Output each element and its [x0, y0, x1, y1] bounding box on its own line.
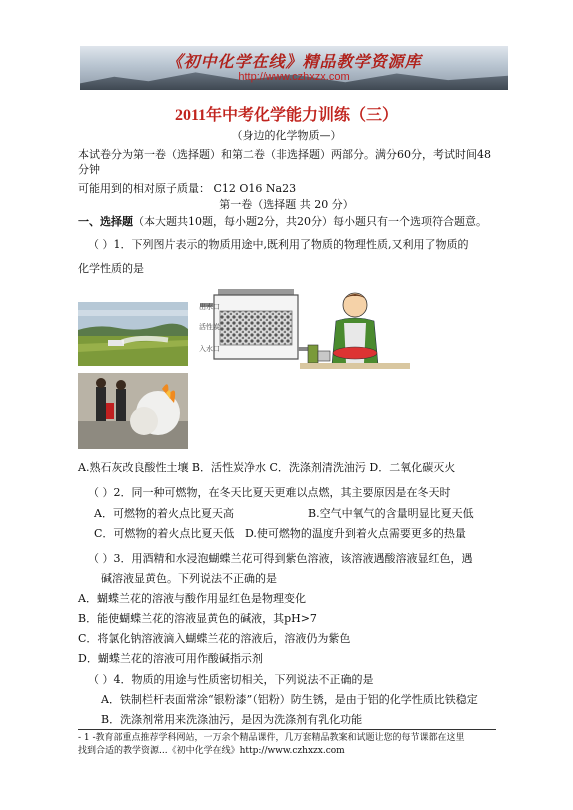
q4-option-b: B．洗涤剂常用来洗涤油污，是因为洗涤剂有乳化功能 [101, 713, 363, 726]
q3-stem-1: （ ）3．用酒精和水浸泡蝴蝶兰花可得到紫色溶液，该溶液遇酸溶液显红色，遇 [88, 552, 473, 565]
page-subtitle: （身边的化学物质—） [231, 129, 342, 142]
q4-stem: （ ）4．物质的用途与性质密切相关，下列说法不正确的是 [88, 673, 374, 686]
q3-stem-2: 碱溶液显黄色。下列说法不正确的是 [101, 572, 277, 585]
filter-label-outlet: 出水口 [199, 303, 220, 311]
q2-option-c: C．可燃物的着火点比夏天低 [94, 527, 235, 540]
dishwashing-illustration [300, 285, 410, 375]
q4-option-a: A．铁制栏杆表面常涂“银粉漆”（铝粉）防生锈，是由于铝的化学性质比铁稳定 [101, 693, 478, 706]
field-photo [78, 302, 188, 366]
q2-option-d: D.使可燃物的温度升到着火点需要更多的热量 [245, 527, 466, 540]
instruction-bold: 一、选择题 [78, 215, 133, 228]
intro-line-1: 本试卷分为第一卷（选择题）和第二卷（非选择题）两部分。满分60分，考试时间48 [78, 148, 491, 161]
section-instruction [78, 215, 487, 229]
footer-line-2: 找到合适的教学资源...《初中化学在线》http://www.czhxzx.com [78, 746, 345, 756]
q1-stem-1: （ ）1．下列图片表示的物质用途中,既利用了物质的物理性质,又利用了物质的 [88, 238, 469, 251]
q3-option-b: B．能使蝴蝶兰花的溶液显黄色的碱液，其pH>7 [78, 612, 317, 625]
q1-stem-2: 化学性质的是 [78, 262, 144, 275]
section-heading: 第一卷（选择题 共 20 分） [219, 198, 354, 211]
footer-line-1: - 1 -教育部重点推荐学科网站，一万余个精品课件，几万套精品教案和试题让您的每节课都在这里 [78, 733, 465, 743]
filter-label-inlet: 入水口 [199, 345, 220, 353]
q1-options: A.熟石灰改良酸性土壤 B．活性炭净水 C．洗涤剂清洗油污 D．二氧化碳灭火 [78, 461, 456, 474]
page-title: 2011年中考化学能力训练（三） [174, 107, 399, 124]
footer-divider [78, 729, 496, 730]
fire-extinguisher-photo [78, 373, 188, 449]
banner-url: http://www.czhxzx.com [238, 71, 350, 83]
q2-option-a: A．可燃物的着火点比夏天高 [94, 507, 234, 520]
banner-slogan: 《初中化学在线》精品教学资源库 [166, 52, 422, 71]
q2-stem: （ ）2．同一种可燃物，在冬天比夏天更难以点燃，其主要原因是在冬天时 [88, 486, 451, 499]
instruction-rest: （本大题共10题，每小题2分，共20分）每小题只有一个选项符合题意。 [133, 215, 487, 228]
q3-option-d: D．蝴蝶兰花的溶液可用作酸碱指示剂 [78, 652, 263, 665]
header-banner [80, 46, 508, 90]
intro-line-2: 分钟 [78, 163, 100, 176]
atomic-masses: 可能用到的相对原子质量： C12 O16 Na23 [78, 182, 297, 195]
q3-option-a: A．蝴蝶兰花的溶液与酸作用显红色是物理变化 [78, 592, 306, 605]
filter-label-carbon: 活性炭 [199, 323, 220, 331]
q3-option-c: C．将氯化钠溶液滴入蝴蝶兰花的溶液后，溶液仍为紫色 [78, 632, 351, 645]
q2-option-b: B.空气中氧气的含量明显比夏天低 [308, 507, 474, 520]
